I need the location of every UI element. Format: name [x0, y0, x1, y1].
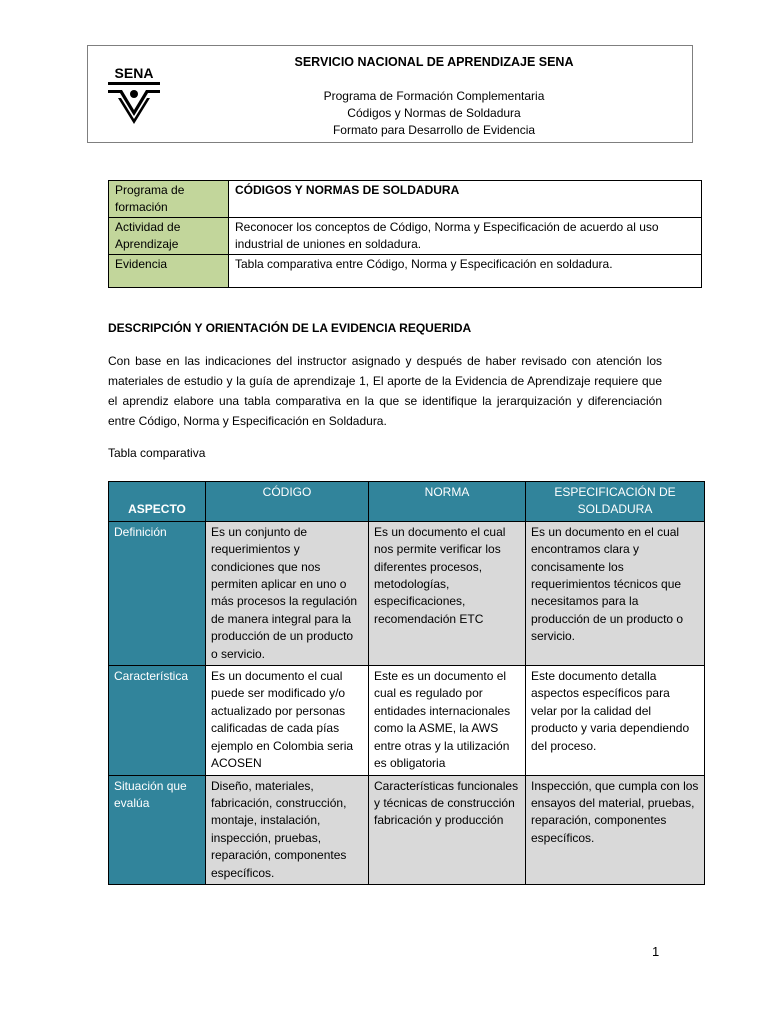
cell-codigo: Es un conjunto de requerimientos y condiciones que nos permiten aplicar en uno o más procesos la regulación de manera integral para la producción de un producto o servicio. — [206, 521, 369, 665]
sena-logo — [104, 64, 164, 126]
row-aspect: Situación que evalúa — [109, 775, 206, 884]
sena-logo-text: SENA — [114, 65, 154, 81]
info-table — [108, 180, 702, 288]
cell-especificacion: Este documento detalla aspectos específicos para velar por la calidad del producto y varia dependiendo del proceso. — [526, 666, 705, 775]
format-line: Formato para Desarrollo de Evidencia — [332, 123, 536, 137]
table-row — [109, 521, 705, 665]
cell-codigo: Diseño, materiales, fabricación, construcción, montaje, instalación, inspección, pruebas, reparación, componentes específicos. — [206, 775, 369, 884]
program-line: Programa de Formación Complementaria — [323, 89, 545, 103]
info-row — [109, 218, 702, 255]
row-aspect: Característica — [109, 666, 206, 775]
cell-especificacion: Es un documento en el cual encontramos clara y concisamente los requerimientos técnicos que necesitamos para la producción de un producto o servicio. — [526, 521, 705, 665]
table-row — [109, 666, 705, 775]
header-norma: NORMA — [369, 482, 526, 522]
row-aspect: Definición — [109, 521, 206, 665]
cell-especificacion: Inspección, que cumpla con los ensayos del material, pruebas, reparación, componentes específicos. — [526, 775, 705, 884]
info-label: Evidencia — [109, 255, 229, 288]
table-row — [109, 775, 705, 884]
info-value: Reconocer los conceptos de Código, Norma y Especificación de acuerdo al uso industrial de uniones en soldadura. — [229, 218, 702, 255]
section-title: DESCRIPCIÓN Y ORIENTACIÓN DE LA EVIDENCIA REQUERIDA — [108, 321, 472, 335]
cell-norma: Es un documento el cual nos permite verificar los diferentes procesos, metodologías, especificaciones, recomendación ETC — [369, 521, 526, 665]
cell-norma: Características funcionales y técnicas de construcción fabricación y producción — [369, 775, 526, 884]
info-label: Actividad de Aprendizaje — [109, 218, 229, 255]
info-label: Programa de formación — [109, 181, 229, 218]
header-codigo: CÓDIGO — [206, 482, 369, 522]
info-value: CÓDIGOS Y NORMAS DE SOLDADURA — [229, 181, 702, 218]
comparison-header-row — [109, 482, 705, 522]
info-row — [109, 181, 702, 218]
info-row — [109, 255, 702, 288]
table-caption: Tabla comparativa — [108, 446, 206, 460]
page-number: 1 — [652, 944, 660, 959]
course-line: Códigos y Normas de Soldadura — [347, 106, 521, 120]
comparison-table — [108, 481, 705, 885]
cell-norma: Este es un documento el cual es regulado por entidades internacionales como la ASME, la AWS entre otras y la utilización es obligatoria — [369, 666, 526, 775]
organization-name: SERVICIO NACIONAL DE APRENDIZAJE SENA — [294, 55, 574, 69]
header-aspect: ASPECTO — [109, 482, 206, 522]
document-header — [87, 45, 693, 143]
cell-codigo: Es un documento el cual puede ser modificado y/o actualizado por personas calificadas de cada pías ejemplo en Colombia seria ACOSEN — [206, 666, 369, 775]
info-value: Tabla comparativa entre Código, Norma y Especificación en soldadura. — [229, 255, 702, 288]
body-paragraph: Con base en las indicaciones del instructor asignado y después de haber revisado con atención los materiales de estudio y la guía de aprendizaje 1, El aporte de la Evidencia de Aprendizaje requiere que el aprendiz elabore una tabla comparativa en la que se identifique la jerarquización y diferenciación entre Código, Norma y Especificación en Soldadura. — [108, 354, 662, 428]
header-especificacion: ESPECIFICACIÓN DE SOLDADURA — [526, 482, 705, 522]
